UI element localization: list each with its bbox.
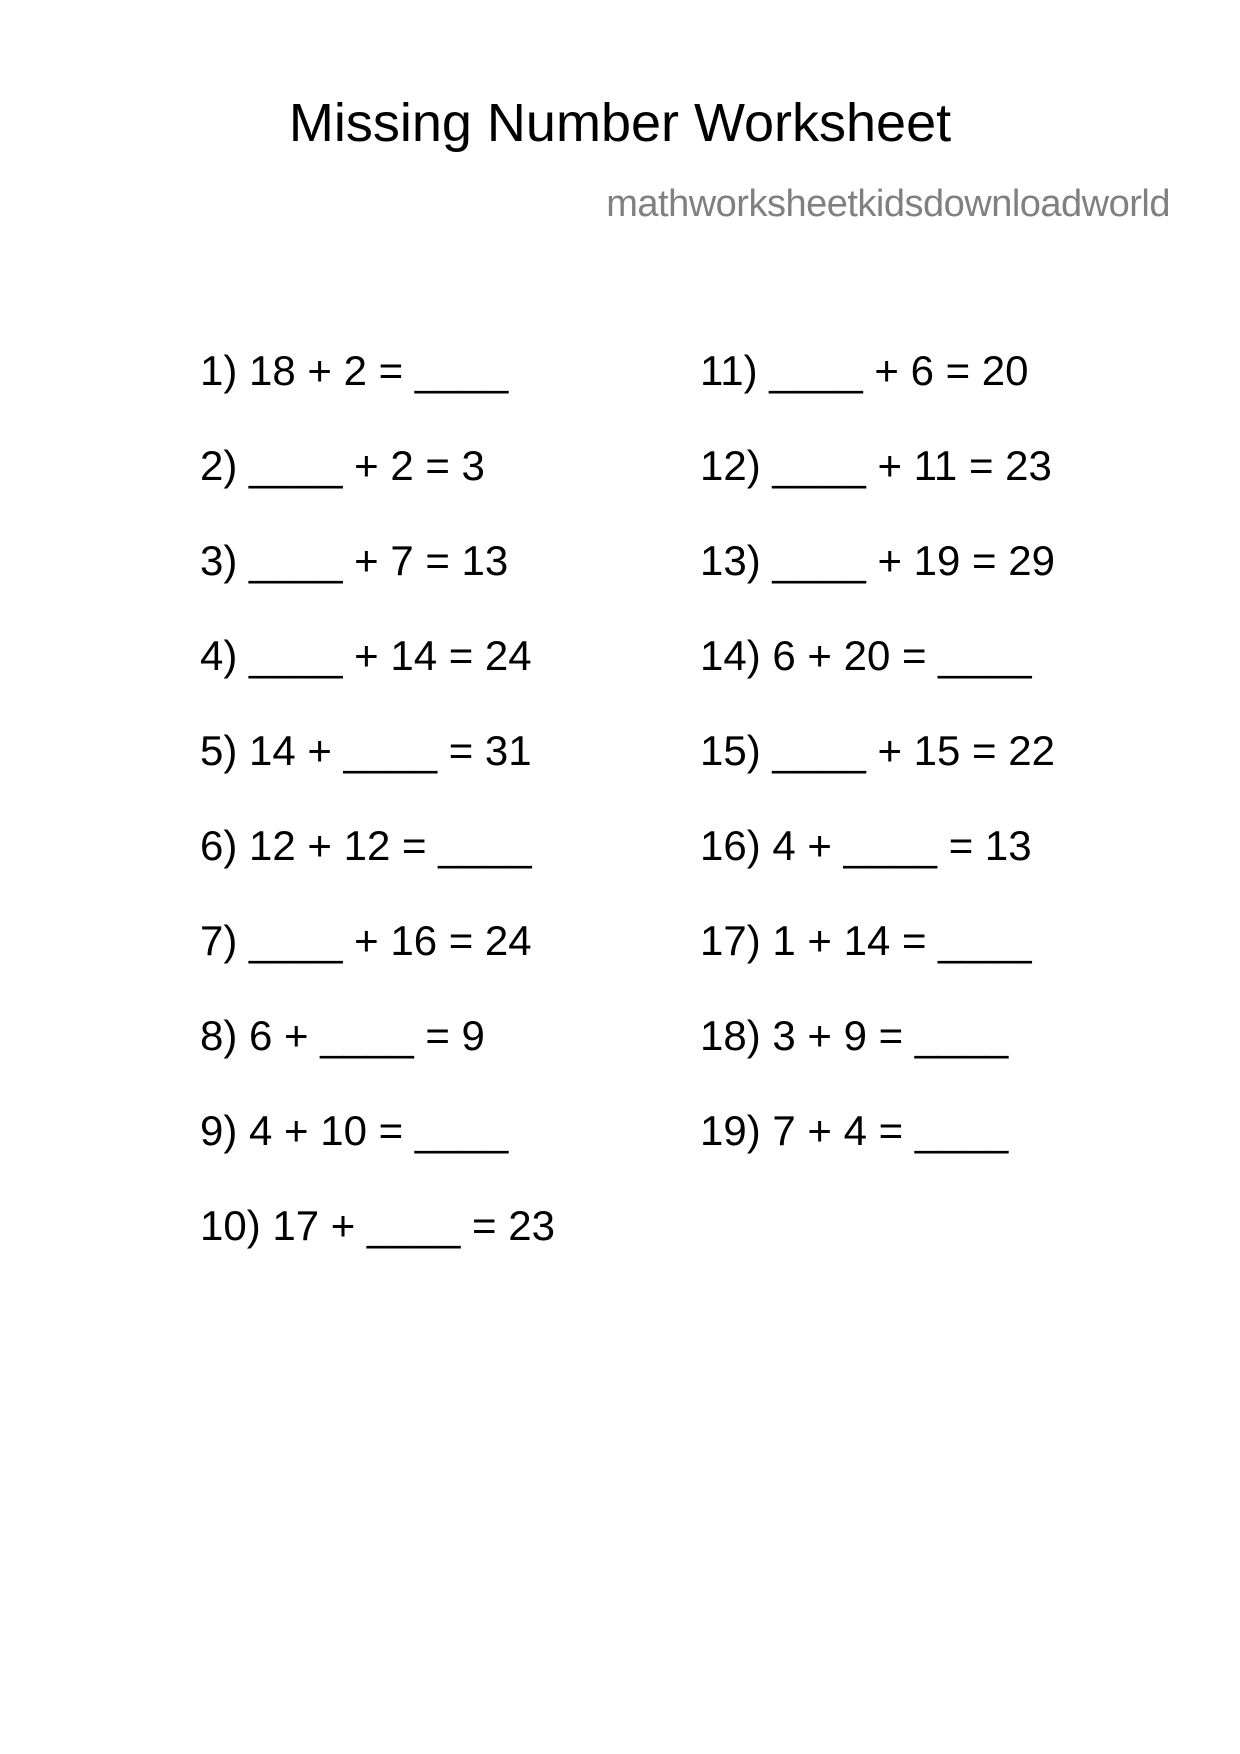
problem-number: 19) [700, 1107, 761, 1154]
problem-equation: ____ + 15 = 22 [772, 727, 1055, 774]
problem-number: 13) [700, 537, 761, 584]
problem-item [200, 347, 555, 442]
problem-equation: ____ + 11 = 23 [772, 442, 1052, 489]
problem-number: 18) [700, 1012, 761, 1059]
problem-number: 4) [200, 632, 238, 679]
problem-item [700, 727, 1055, 822]
problem-number: 15) [700, 727, 761, 774]
problem-item [700, 1107, 1055, 1202]
problem-item [200, 632, 555, 727]
problem-number: 3) [200, 537, 238, 584]
problem-equation: 12 + 12 = ____ [249, 822, 532, 869]
problem-equation: 14 + ____ = 31 [249, 727, 532, 774]
problem-equation: ____ + 7 = 13 [249, 537, 509, 584]
problem-equation: 1 + 14 = ____ [772, 917, 1032, 964]
problem-equation: 6 + ____ = 9 [249, 1012, 485, 1059]
problem-number: 10) [200, 1202, 261, 1249]
problem-equation: ____ + 14 = 24 [249, 632, 532, 679]
problem-number: 1) [200, 347, 238, 394]
problem-item [700, 1012, 1055, 1107]
problem-item [200, 1107, 555, 1202]
problem-number: 9) [200, 1107, 238, 1154]
problem-number: 17) [700, 917, 761, 964]
problem-number: 2) [200, 442, 238, 489]
problems-left-column [200, 347, 555, 1297]
problem-item [200, 1202, 555, 1297]
problem-number: 7) [200, 917, 238, 964]
problem-item [200, 727, 555, 822]
problem-number: 12) [700, 442, 761, 489]
problem-item [700, 917, 1055, 1012]
problem-number: 6) [200, 822, 238, 869]
problem-equation: 6 + 20 = ____ [772, 632, 1032, 679]
problem-item [200, 442, 555, 537]
problem-equation: 18 + 2 = ____ [249, 347, 509, 394]
problem-equation: ____ + 19 = 29 [772, 537, 1055, 584]
problem-number: 11) [700, 347, 758, 394]
problem-item [700, 442, 1055, 537]
problem-equation: 17 + ____ = 23 [272, 1202, 555, 1249]
problem-equation: ____ + 6 = 20 [769, 347, 1029, 394]
problem-equation: ____ + 2 = 3 [249, 442, 485, 489]
problem-item [200, 822, 555, 917]
problem-equation: 7 + 4 = ____ [772, 1107, 1009, 1154]
problem-item [700, 822, 1055, 917]
problem-number: 14) [700, 632, 761, 679]
problem-item [200, 537, 555, 632]
problem-number: 5) [200, 727, 238, 774]
worksheet-title: Missing Number Worksheet [288, 93, 952, 153]
watermark-subtitle: mathworksheetkidsdownloadworld [606, 183, 1170, 225]
problem-equation: 4 + ____ = 13 [772, 822, 1032, 869]
problem-number: 16) [700, 822, 761, 869]
problem-item [200, 1012, 555, 1107]
problem-number: 8) [200, 1012, 238, 1059]
problems-right-column [700, 347, 1055, 1202]
problem-item [700, 537, 1055, 632]
problem-equation: 3 + 9 = ____ [772, 1012, 1009, 1059]
problem-equation: 4 + 10 = ____ [249, 1107, 509, 1154]
problem-equation: ____ + 16 = 24 [249, 917, 532, 964]
problem-item [700, 347, 1055, 442]
problem-item [700, 632, 1055, 727]
problem-item [200, 917, 555, 1012]
